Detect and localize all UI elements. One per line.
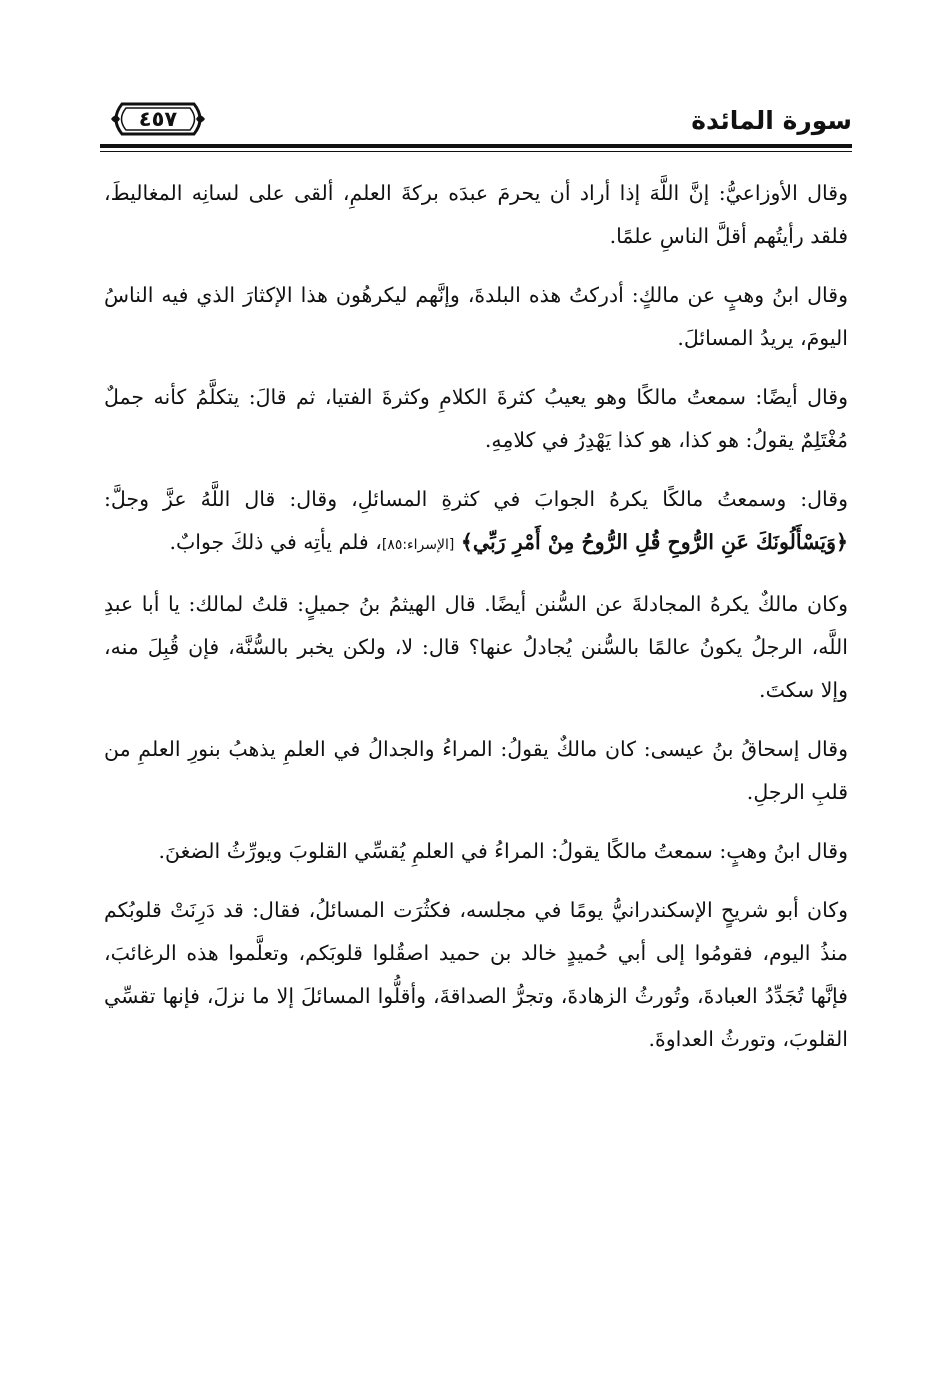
paragraph-ibn-wahb-miraa: وقال ابنُ وهبٍ: سمعتُ مالكًا يقولُ: المراءُ في العلمِ يُقسِّي القلوبَ ويورِّثُ الضغنَ. bbox=[158, 839, 848, 863]
main-text bbox=[104, 172, 848, 1077]
page-header bbox=[100, 98, 852, 154]
paragraph-ibn-wahb-malik: وقال ابنُ وهبٍ عن مالكٍ: أدركتُ هذه البلدةَ، وإنَّهم ليكرهُون هذا الإكثارَ الذي فيه الناسُ اليومَ، يريدُ المسائلَ. bbox=[104, 283, 848, 350]
paragraph-mujadala: وكان مالكٌ يكرهُ المجادلةَ عن السُّنن أيضًا. قال الهيثمُ بنُ جميلٍ: قلتُ لمالك: يا أبا عبدِ اللَّه، الرجلُ يكونُ عالمًا بالسُّنن يُجادلُ عنها؟ قال: لا، ولكن يخبر بالسُّنَّة، فإن قُبِلَ منه، وإلا سكتَ. bbox=[104, 592, 848, 702]
paragraph-kathrat-alkalam: وقال أيضًا: سمعتُ مالكًا وهو يعيبُ كثرةَ الكلامِ وكثرةَ الفتيا، ثم قالَ: يتكلَّمُ كأنه جملٌ مُغْتَلِمٌ يقولُ: هو كذا، هو كذا يَهْدِرُ في كلامِهِ. bbox=[104, 385, 848, 452]
quran-verse: ﴿وَيَسْأَلُونَكَ عَنِ الرُّوحِ قُلِ الرُّوحُ مِنْ أَمْرِ رَبِّي﴾ bbox=[460, 530, 848, 554]
paragraph-text-before: وقال: وسمعتُ مالكًا يكرهُ الجوابَ في كثرةِ المسائلِ، وقال: قال اللَّهُ عزَّ وجلَّ: bbox=[104, 487, 848, 511]
paragraph-abu-shurayh: وكان أبو شريحٍ الإسكندرانيُّ يومًا في مجلسه، فكثُرَت المسائلُ، فقال: قد دَرِنَتْ قلوبُكم منذُ اليوم، فقومُوا إلى أبي حُميدٍ خالد بن حميد اصقُلوا قلوبَكم، وتعلَّموا هذه الرغائبَ، فإنَّها تُجَدِّدُ العبادةَ، وتُورثُ الزهادةَ، وتجرُّ الصداقةَ، وأقلُّوا المسائلَ إلا ما نزلَ، فإنها تقسِّي القلوبَ، وتورثُ العداوةَ. bbox=[104, 898, 848, 1051]
paragraph-text-after: ، فلم يأتِه في ذلكَ جوابٌ. bbox=[169, 530, 382, 554]
page-number: ٤٥٧ bbox=[138, 107, 178, 131]
paragraph-ishaq: وقال إسحاقُ بنُ عيسى: كان مالكٌ يقولُ: المراءُ والجدالُ في العلمِ يذهبُ بنورِ العلمِ من قلبِ الرجلِ. bbox=[104, 737, 848, 804]
paragraph-quran-verse bbox=[104, 478, 848, 567]
paragraph-awzai: وقال الأوزاعيُّ: إنَّ اللَّهَ إذا أراد أن يحرمَ عبدَه بركةَ العلمِ، ألقى على لسانِه المغاليطَ، فلقد رأيتُهم أقلَّ الناسِ علمًا. bbox=[104, 181, 848, 248]
page-number-badge bbox=[108, 100, 208, 138]
header-rule bbox=[100, 144, 852, 148]
surah-title: سورة المائدة bbox=[691, 106, 852, 135]
verse-reference: [الإسراء:٨٥] bbox=[381, 537, 455, 553]
header-rule-thin bbox=[100, 151, 852, 152]
